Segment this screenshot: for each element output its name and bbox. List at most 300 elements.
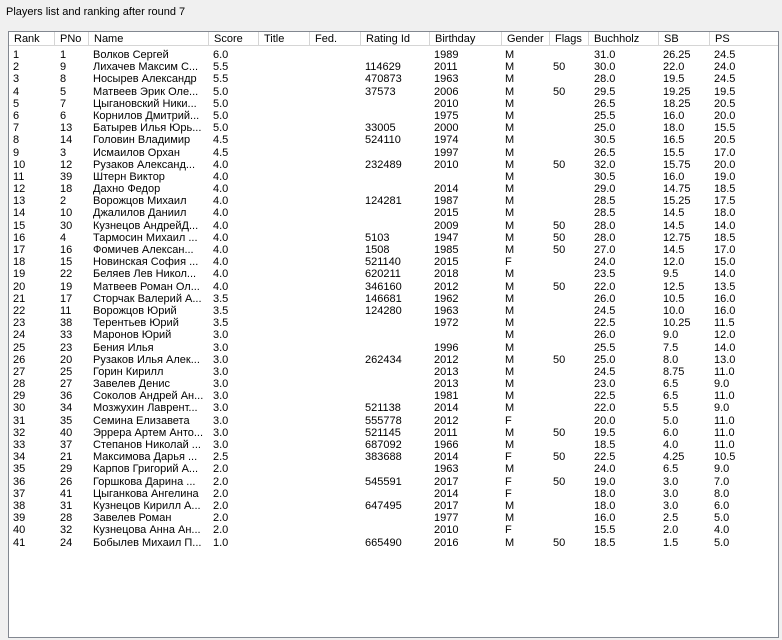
column-header-pno[interactable]: PNo (55, 32, 89, 46)
pno-cell: 41 (60, 487, 73, 500)
flags-cell: 50 (553, 280, 566, 293)
score-cell: 4.0 (213, 280, 229, 293)
pno-cell: 40 (60, 426, 73, 439)
ps-cell: 16.0 (714, 292, 736, 305)
gender-cell: M (505, 97, 515, 110)
table-row[interactable] (9, 537, 779, 549)
column-header-rank[interactable]: Rank (9, 32, 55, 46)
score-cell: 3.0 (213, 378, 229, 391)
birthday-cell: 2015 (434, 207, 459, 220)
fed-cell (314, 500, 364, 512)
sb-cell: 6.0 (663, 426, 679, 439)
name-cell: Соколов Андрей Ан... (93, 390, 204, 403)
ps-cell: 14.0 (714, 268, 736, 281)
name-cell: Маронов Юрий (93, 329, 172, 342)
name-cell: Степанов Николай ... (93, 439, 201, 451)
fed-cell (314, 195, 364, 207)
gender-cell: F (505, 451, 512, 464)
ps-cell: 11.0 (714, 439, 735, 451)
name-cell: Новинская София ... (93, 256, 199, 269)
sb-cell: 9.5 (663, 268, 679, 281)
ps-cell: 9.0 (714, 402, 730, 415)
title-cell (262, 488, 310, 500)
rank-cell: 15 (13, 219, 26, 232)
rating-id-cell (365, 524, 431, 536)
column-header-title[interactable]: Title (259, 32, 310, 46)
birthday-cell: 1996 (434, 341, 459, 354)
flags-cell (553, 195, 591, 207)
fed-cell (314, 390, 364, 402)
name-cell: Горшкова Дарина ... (93, 475, 196, 488)
fed-cell (314, 49, 364, 61)
rank-cell: 33 (13, 439, 26, 451)
rating-id-cell (365, 488, 431, 500)
score-cell: 3.5 (213, 292, 229, 305)
gender-cell: M (505, 365, 515, 378)
title-cell (262, 476, 310, 488)
birthday-cell: 1989 (434, 49, 459, 61)
column-header-ps[interactable]: PS (710, 32, 779, 46)
buchholz-cell: 16.0 (594, 512, 616, 525)
flags-cell (553, 207, 591, 219)
table-row[interactable] (9, 488, 779, 500)
table-row[interactable] (9, 329, 779, 341)
table-row[interactable] (9, 390, 779, 402)
sb-cell: 18.0 (663, 122, 685, 135)
buchholz-cell: 19.0 (594, 475, 616, 488)
gender-cell: M (505, 280, 515, 293)
fed-cell (314, 171, 364, 183)
pno-cell: 18 (60, 183, 73, 196)
rank-cell: 2 (13, 61, 20, 74)
ps-cell: 20.0 (714, 109, 736, 122)
score-cell: 3.0 (213, 353, 229, 366)
flags-cell (553, 524, 591, 536)
column-header-birthday[interactable]: Birthday (430, 32, 502, 46)
table-row[interactable] (9, 98, 779, 110)
sb-cell: 4.0 (663, 439, 679, 451)
rank-cell: 32 (13, 426, 26, 439)
table-row[interactable] (9, 220, 779, 232)
pno-cell: 11 (60, 304, 72, 317)
sb-cell: 15.5 (663, 146, 685, 159)
rank-cell: 9 (13, 146, 20, 159)
ps-cell: 11.0 (714, 365, 735, 378)
rating-id-cell: 146681 (365, 292, 402, 305)
flags-cell (553, 110, 591, 122)
sb-cell: 14.5 (663, 207, 685, 220)
gender-cell: M (505, 122, 515, 135)
rank-cell: 24 (13, 329, 26, 342)
fed-cell (314, 244, 364, 256)
flags-cell (553, 317, 591, 329)
gender-cell: M (505, 378, 515, 391)
rank-cell: 27 (13, 365, 26, 378)
ps-cell: 24.0 (714, 61, 736, 74)
pno-cell: 21 (60, 451, 73, 464)
table-row[interactable] (9, 134, 779, 146)
rating-id-cell: 124281 (365, 195, 402, 208)
name-cell: Терентьев Юрий (93, 317, 179, 330)
column-header-gender[interactable]: Gender (502, 32, 550, 46)
buchholz-cell: 27.0 (594, 244, 616, 256)
rating-id-cell: 521140 (365, 256, 401, 269)
sb-cell: 16.0 (663, 109, 685, 122)
rating-id-cell (365, 98, 431, 110)
rating-id-cell: 687092 (365, 439, 402, 451)
table-row[interactable] (9, 378, 779, 390)
pno-cell: 29 (60, 463, 73, 476)
pno-cell: 24 (60, 536, 73, 549)
rating-id-cell: 232489 (365, 158, 402, 171)
score-cell: 4.0 (213, 256, 229, 269)
rating-id-cell (365, 207, 431, 219)
flags-cell (553, 305, 591, 317)
sb-cell: 2.5 (663, 512, 679, 525)
table-row[interactable] (9, 122, 779, 134)
fed-cell (314, 354, 364, 366)
fed-cell (314, 220, 364, 232)
ps-cell: 9.0 (714, 378, 730, 391)
name-cell: Рузаков Илья Алек... (93, 353, 200, 366)
rank-cell: 41 (13, 536, 26, 549)
birthday-cell: 2012 (434, 353, 459, 366)
buchholz-cell: 25.5 (594, 341, 616, 354)
table-row[interactable] (9, 110, 779, 122)
fed-cell (314, 147, 364, 159)
title-cell (262, 329, 310, 341)
table-row[interactable] (9, 86, 779, 98)
score-cell: 3.5 (213, 304, 229, 317)
rating-id-cell (365, 317, 431, 329)
table-row[interactable] (9, 281, 779, 293)
pno-cell: 26 (60, 475, 73, 488)
fed-cell (314, 134, 364, 146)
gender-cell: M (505, 231, 515, 244)
birthday-cell: 2017 (434, 475, 459, 488)
table-row[interactable] (9, 61, 779, 73)
gender-cell: M (505, 439, 515, 451)
rank-cell: 28 (13, 378, 26, 391)
flags-cell (553, 171, 591, 183)
score-cell: 1.0 (213, 536, 229, 549)
pno-cell: 36 (60, 390, 73, 403)
column-header-rating-id[interactable]: Rating Id (361, 32, 430, 46)
rating-id-cell: 665490 (365, 536, 402, 549)
birthday-cell: 2013 (434, 365, 459, 378)
table-row[interactable] (9, 317, 779, 329)
table-row[interactable] (9, 463, 779, 475)
title-cell (262, 439, 310, 451)
rank-cell: 4 (13, 85, 20, 98)
fed-cell (314, 427, 364, 439)
score-cell: 5.0 (213, 85, 229, 98)
name-cell: Бения Илья (93, 341, 154, 354)
table-row[interactable] (9, 366, 779, 378)
ps-cell: 20.0 (714, 158, 736, 171)
ps-cell: 15.5 (714, 122, 736, 135)
table-row[interactable] (9, 402, 779, 414)
title-cell (262, 342, 310, 354)
birthday-cell: 1975 (434, 109, 459, 122)
gender-cell: F (505, 256, 512, 269)
table-row[interactable] (9, 524, 779, 536)
flags-cell (553, 122, 591, 134)
gender-cell: M (505, 329, 515, 342)
title-cell (262, 451, 310, 463)
column-header-fed[interactable]: Fed. (310, 32, 361, 46)
table-row[interactable] (9, 147, 779, 159)
title-cell (262, 73, 310, 85)
title-cell (262, 305, 310, 317)
score-cell: 2.0 (213, 524, 229, 537)
title-cell (262, 232, 310, 244)
rank-cell: 17 (13, 244, 26, 256)
score-cell: 4.0 (213, 195, 229, 208)
rank-cell: 31 (13, 414, 26, 427)
score-cell: 2.0 (213, 512, 229, 525)
column-header-sb[interactable]: SB (659, 32, 710, 46)
name-cell: Волков Сергей (93, 49, 169, 61)
birthday-cell: 1963 (434, 304, 459, 317)
buchholz-cell: 28.0 (594, 231, 616, 244)
flags-cell: 50 (553, 85, 566, 98)
ps-cell: 18.5 (714, 231, 736, 244)
buchholz-cell: 18.0 (594, 487, 616, 500)
birthday-cell: 1977 (434, 512, 459, 525)
gender-cell: M (505, 292, 515, 305)
flags-cell: 50 (553, 426, 566, 439)
table-row[interactable] (9, 293, 779, 305)
birthday-cell: 2014 (434, 183, 459, 196)
title-cell (262, 98, 310, 110)
table-row[interactable] (9, 195, 779, 207)
title-cell (262, 427, 310, 439)
pno-cell: 7 (60, 97, 67, 110)
birthday-cell: 1963 (434, 463, 459, 476)
table-row[interactable] (9, 500, 779, 512)
ps-cell: 11.0 (714, 390, 735, 403)
table-row[interactable] (9, 512, 779, 524)
rating-id-cell: 620211 (365, 268, 401, 281)
table-row[interactable] (9, 256, 779, 268)
birthday-cell: 2016 (434, 536, 459, 549)
players-list-view[interactable] (8, 31, 779, 638)
score-cell: 2.0 (213, 487, 229, 500)
pno-cell: 28 (60, 512, 73, 525)
score-cell: 5.0 (213, 122, 229, 135)
buchholz-cell: 31.0 (594, 49, 616, 61)
buchholz-cell: 22.0 (594, 402, 616, 415)
title-cell (262, 463, 310, 475)
name-cell: Цыганкова Ангелина (93, 487, 199, 500)
pno-cell: 39 (60, 170, 73, 183)
score-cell: 4.0 (213, 231, 229, 244)
sb-cell: 15.75 (663, 158, 691, 171)
buchholz-cell: 30.5 (594, 134, 616, 147)
title-cell (262, 110, 310, 122)
flags-cell (553, 342, 591, 354)
column-header-score[interactable]: Score (209, 32, 259, 46)
title-cell (262, 49, 310, 61)
gender-cell: M (505, 536, 515, 549)
sb-cell: 14.75 (663, 183, 691, 196)
table-row[interactable] (9, 342, 779, 354)
pno-cell: 15 (60, 256, 73, 269)
fed-cell (314, 98, 364, 110)
name-cell: Дахно Федор (93, 183, 161, 196)
pno-cell: 35 (60, 414, 73, 427)
gender-cell: F (505, 414, 512, 427)
flags-cell (553, 49, 591, 61)
pno-cell: 4 (60, 231, 67, 244)
sb-cell: 6.5 (663, 378, 679, 391)
pno-cell: 37 (60, 439, 73, 451)
score-cell: 2.0 (213, 499, 229, 512)
table-row[interactable] (9, 354, 779, 366)
flags-cell: 50 (553, 244, 566, 256)
ps-cell: 16.0 (714, 304, 736, 317)
buchholz-cell: 24.0 (594, 463, 616, 476)
birthday-cell: 2010 (434, 158, 459, 171)
table-row[interactable] (9, 73, 779, 85)
table-row[interactable] (9, 476, 779, 488)
score-cell: 4.0 (213, 219, 229, 232)
fed-cell (314, 207, 364, 219)
table-row[interactable] (9, 244, 779, 256)
sb-cell: 14.5 (663, 244, 685, 256)
gender-cell: M (505, 195, 515, 208)
name-cell: Горин Кирилл (93, 365, 164, 378)
buchholz-cell: 25.0 (594, 122, 616, 135)
score-cell: 3.0 (213, 329, 229, 342)
title-cell (262, 256, 310, 268)
table-row[interactable] (9, 415, 779, 427)
flags-cell (553, 329, 591, 341)
buchholz-cell: 20.0 (594, 414, 616, 427)
gender-cell: M (505, 244, 515, 256)
table-row[interactable] (9, 451, 779, 463)
table-row[interactable] (9, 171, 779, 183)
score-cell: 3.5 (213, 317, 229, 330)
pno-cell: 6 (60, 109, 67, 122)
table-row[interactable] (9, 207, 779, 219)
pno-cell: 32 (60, 524, 73, 537)
rating-id-cell: 521145 (365, 426, 401, 439)
name-cell: Мозжухин Лаврент... (93, 402, 198, 415)
title-cell (262, 122, 310, 134)
name-cell: Кузнецов Кирилл А... (93, 499, 201, 512)
table-row[interactable] (9, 427, 779, 439)
birthday-cell: 1972 (434, 317, 459, 330)
gender-cell: M (505, 463, 515, 476)
birthday-cell: 1997 (434, 146, 459, 159)
rating-id-cell: 1508 (365, 244, 390, 256)
gender-cell: M (505, 61, 515, 74)
rank-cell: 13 (13, 195, 26, 208)
ps-cell: 10.5 (714, 451, 736, 464)
buchholz-cell: 28.0 (594, 219, 616, 232)
table-row[interactable] (9, 183, 779, 195)
column-header-name[interactable]: Name (89, 32, 209, 46)
table-row[interactable] (9, 268, 779, 280)
ps-cell: 4.0 (714, 524, 730, 537)
rank-cell: 3 (13, 73, 20, 86)
sb-cell: 14.5 (663, 219, 685, 232)
birthday-cell: 2011 (434, 426, 458, 439)
gender-cell: M (505, 207, 515, 220)
ps-cell: 24.5 (714, 49, 736, 61)
rating-id-cell (365, 390, 431, 402)
ps-cell: 12.0 (714, 329, 736, 342)
pno-cell: 5 (60, 85, 67, 98)
sb-cell: 10.25 (663, 317, 691, 330)
birthday-cell: 2006 (434, 85, 459, 98)
sb-cell: 9.0 (663, 329, 679, 342)
table-row[interactable] (9, 49, 779, 61)
column-header-flags[interactable]: Flags (550, 32, 589, 46)
title-cell (262, 195, 310, 207)
score-cell: 3.0 (213, 414, 229, 427)
column-header-buchholz[interactable]: Buchholz (589, 32, 659, 46)
gender-cell: M (505, 268, 515, 281)
name-cell: Карпов Григорий А... (93, 463, 199, 476)
table-row[interactable] (9, 305, 779, 317)
sb-cell: 7.5 (663, 341, 679, 354)
fed-cell (314, 61, 364, 73)
rank-cell: 40 (13, 524, 26, 537)
pno-cell: 38 (60, 317, 73, 330)
flags-cell (553, 366, 591, 378)
sb-cell: 19.5 (663, 73, 685, 86)
gender-cell: M (505, 304, 515, 317)
birthday-cell (434, 329, 504, 341)
flags-cell (553, 390, 591, 402)
table-row[interactable] (9, 439, 779, 451)
name-cell: Джалилов Даниил (93, 207, 187, 220)
table-row[interactable] (9, 159, 779, 171)
score-cell: 4.5 (213, 146, 229, 159)
name-cell: Исмаилов Орхан (93, 146, 180, 159)
flags-cell (553, 134, 591, 146)
gender-cell: M (505, 499, 515, 512)
gender-cell: M (505, 402, 515, 415)
title-cell (262, 171, 310, 183)
table-row[interactable] (9, 232, 779, 244)
sb-cell: 3.0 (663, 487, 679, 500)
flags-cell: 50 (553, 353, 566, 366)
ps-cell: 18.5 (714, 183, 736, 196)
score-cell: 3.0 (213, 426, 229, 439)
title-cell (262, 61, 310, 73)
name-cell: Беляев Лев Никол... (93, 268, 197, 281)
flags-cell: 50 (553, 475, 566, 488)
fed-cell (314, 305, 364, 317)
title-cell (262, 293, 310, 305)
birthday-cell: 2014 (434, 402, 459, 415)
score-cell: 3.0 (213, 365, 229, 378)
rank-cell: 25 (13, 341, 26, 354)
fed-cell (314, 268, 364, 280)
flags-cell: 50 (553, 536, 566, 549)
rating-id-cell (365, 171, 431, 183)
player-rows (9, 49, 779, 549)
pno-cell: 13 (60, 122, 73, 135)
ps-cell: 20.5 (714, 134, 736, 147)
buchholz-cell: 22.0 (594, 280, 616, 293)
fed-cell (314, 488, 364, 500)
birthday-cell: 1985 (434, 244, 459, 256)
